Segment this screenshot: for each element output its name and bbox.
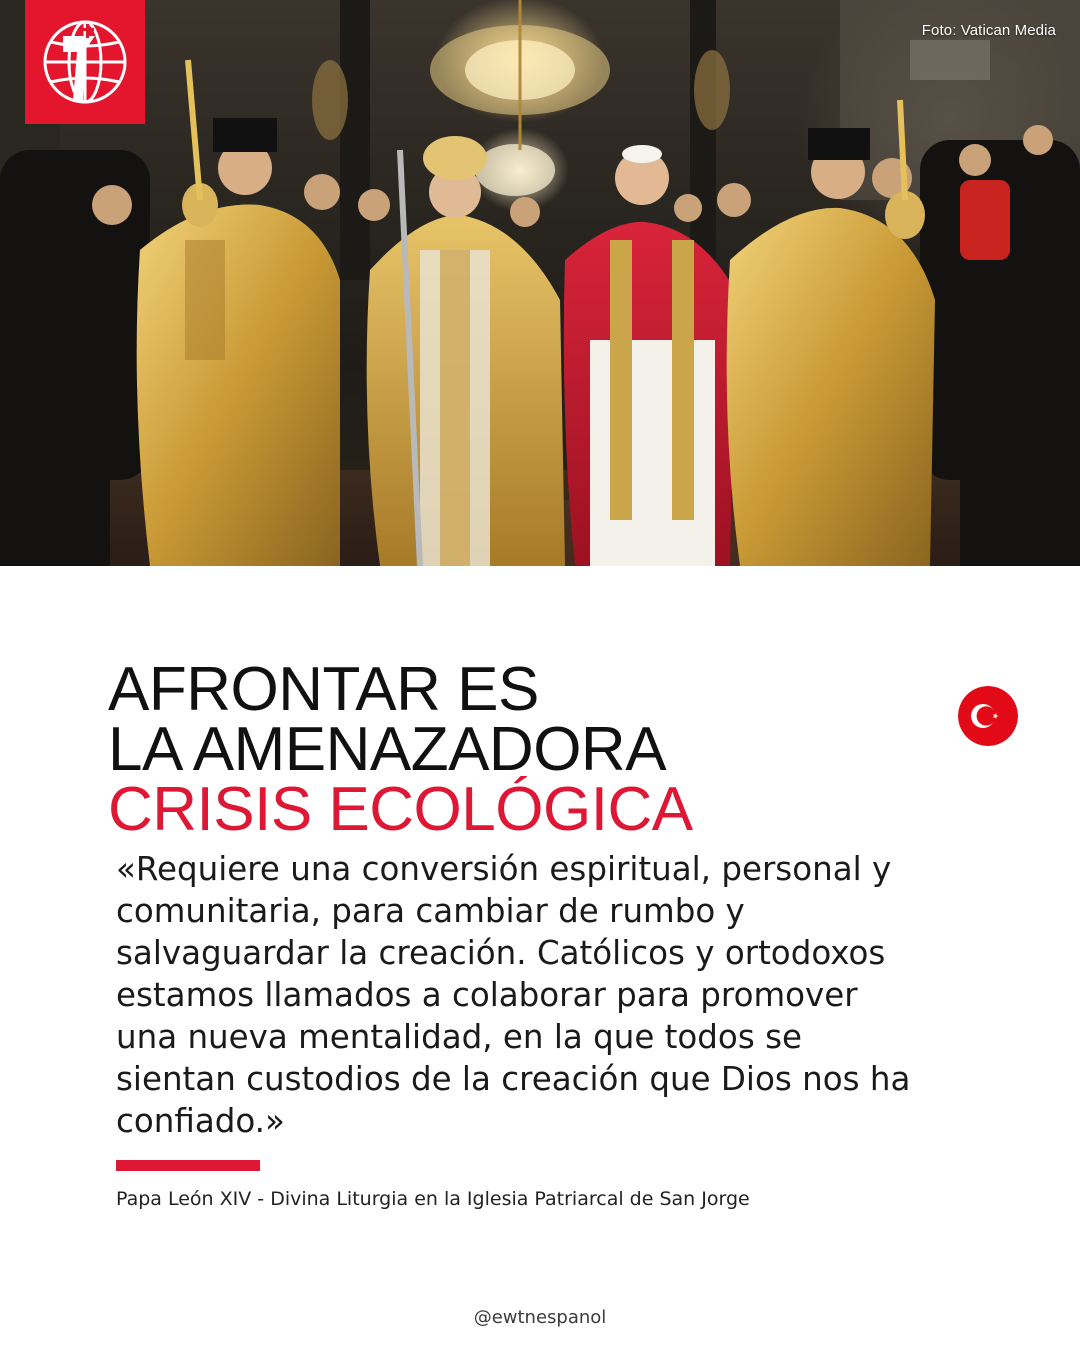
headline-line-3: CRISIS ECOLÓGICA <box>108 775 693 844</box>
accent-divider <box>116 1160 260 1171</box>
social-handle[interactable]: @ewtnespanol <box>473 1307 607 1328</box>
headline <box>108 655 693 844</box>
header-photo <box>0 0 1080 566</box>
turkey-flag-icon <box>958 686 1018 746</box>
ewtn-logo[interactable] <box>25 0 145 124</box>
headline-line-2: LA AMENAZADORA <box>108 715 667 784</box>
photo-credit: Foto: Vatican Media <box>921 22 1056 39</box>
headline-line-1: AFRONTAR ES <box>108 655 539 724</box>
liturgy-photo-illustration <box>0 0 1080 566</box>
quote-attribution: Papa León XIV - Divina Liturgia en la Iglesia Patriarcal de San Jorge <box>116 1188 750 1210</box>
ewtn-globe-logo-icon <box>25 0 145 124</box>
quote-text: «Requiere una conversión espiritual, personal y comunitaria, para cambiar de rumbo y salvaguardar la creación. Católicos y ortodoxos estamos llamados a colaborar para promover una nueva mentalidad, en la que todos se sientan custodios de la creación que Dios nos ha confiado.» <box>116 850 911 1140</box>
